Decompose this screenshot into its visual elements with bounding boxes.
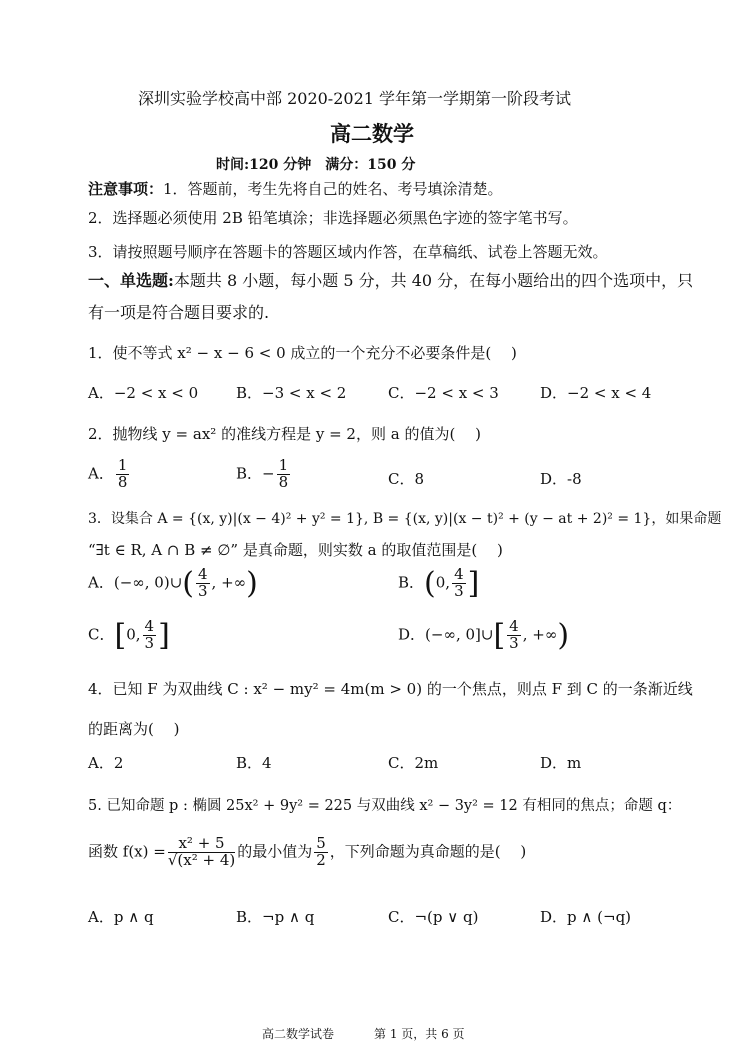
q5-function-label: 函数 f(x) =: [88, 842, 166, 861]
fraction-numerator: 4: [509, 617, 519, 636]
notes-line-1: [88, 178, 503, 199]
footer-exam-name: 高二数学试卷: [262, 1027, 335, 1041]
q3-option-c: [88, 618, 170, 653]
q3-option-b-label: B．: [398, 573, 425, 592]
q5-stem-1: 5. 已知命题 p : 椭圆 25x² + 9y² = 225 与双曲线 x² − 3y² = 12 有相同的焦点；命题 q：: [88, 798, 682, 814]
q3-option-c-fraction: [143, 619, 157, 652]
q3-option-d: [398, 618, 569, 653]
q3-stem-1: 3．设集合 A = {(x, y)|(x − 4)² + y² = 1}, B = {(x, y)|(x − t)² + (y − at + 2)² = 1}，如果命题: [88, 511, 722, 527]
q2-option-b-label: B．−: [236, 464, 275, 483]
fraction-denominator: 3: [197, 582, 208, 600]
q1-option-d: D．−2 < x < 4: [540, 384, 652, 402]
q4-option-c: C．2m: [388, 754, 439, 772]
q2-option-a-fraction: [116, 458, 130, 491]
q2-stem: 2．抛物线 y = ax² 的准线方程是 y = 2，则 a 的值为( ): [88, 425, 481, 443]
q1-option-a: A．−2 < x < 0: [88, 384, 199, 402]
q5-stem-tail: ，下列命题为真命题的是( ): [329, 842, 527, 861]
fraction-numerator: 1: [278, 456, 289, 474]
left-bracket-icon: [: [114, 618, 127, 653]
q5-option-b: B．¬p ∧ q: [236, 908, 315, 926]
section-desc-1: 本题共 8 小题，每小题 5 分，共 40 分，在每小题给出的四个选项中，只: [173, 271, 694, 290]
q3-option-d-interval-end: , +∞: [522, 625, 558, 644]
exam-time-score: 时间:120 分钟 满分：150 分: [216, 157, 416, 173]
fraction-denominator: 3: [144, 634, 155, 652]
right-paren-icon: ): [246, 566, 258, 601]
q3-option-a-fraction: [196, 567, 210, 600]
fraction-numerator: 4: [144, 617, 155, 636]
q3-option-c-label: C．: [88, 625, 115, 644]
q3-option-a-interval-start: (−∞, 0)∪: [113, 573, 183, 592]
fraction-denominator: 3: [454, 582, 464, 600]
q5-option-c: C．¬(p ∨ q): [388, 908, 479, 926]
q3-option-d-fraction: [507, 619, 521, 652]
footer-page-number: 第 1 页，共 6 页: [374, 1027, 465, 1041]
q1-option-c: C．−2 < x < 3: [388, 384, 499, 402]
fraction-numerator: x² + 5: [168, 836, 235, 853]
q4-option-d: D．m: [540, 754, 582, 772]
q1-stem: 1．使不等式 x² − x − 6 < 0 成立的一个充分不必要条件是( ): [88, 344, 517, 362]
q3-option-d-label: D．: [398, 625, 426, 644]
left-paren-icon: (: [182, 566, 194, 601]
note-3: 3．请按照题号顺序在答题卡的答题区域内作答，在草稿纸、试卷上答题无效。: [88, 243, 608, 261]
note-2: 2．选择题必须使用 2B 铅笔填涂；非选择题必须黑色字迹的签字笔书写。: [88, 209, 578, 227]
q1-option-b: B．−3 < x < 2: [236, 384, 347, 402]
fraction-denominator: 2: [316, 850, 326, 869]
q4-stem-2: 的距离为( ): [88, 720, 180, 738]
left-paren-icon: (: [424, 566, 436, 601]
q3-option-a-label: A．: [88, 573, 114, 592]
section-heading-line-1: [88, 268, 693, 291]
fraction-denominator: √(x² + 4): [167, 850, 236, 869]
q5-option-d: D．p ∧ (¬q): [540, 908, 632, 926]
q5-stem-2: [88, 836, 526, 869]
note-1: 1．答题前，考生先将自己的姓名、考号填涂清楚。: [163, 180, 503, 198]
q4-stem-1: 4．已知 F 为双曲线 C : x² − my² = 4m(m > 0) 的一个焦点，则点 F 到 C 的一条渐近线: [88, 680, 693, 698]
section-heading: 一、单选题:: [88, 271, 174, 290]
q5-function-fraction: [168, 836, 235, 869]
q5-min-label: 的最小值为: [237, 842, 313, 861]
q2-option-a: [88, 458, 131, 491]
fraction-numerator: 5: [316, 834, 326, 852]
section-desc-2: 有一项是符合题目要求的.: [88, 303, 270, 322]
fraction-numerator: 1: [117, 456, 128, 474]
fraction-numerator: 4: [454, 565, 464, 584]
q5-option-a: A．p ∧ q: [88, 908, 154, 926]
fraction-numerator: 4: [197, 565, 208, 584]
left-bracket-icon: [: [493, 618, 506, 653]
q4-option-b: B．4: [236, 754, 272, 772]
fraction-denominator: 8: [117, 472, 128, 491]
q2-option-d: D．-8: [540, 470, 582, 488]
q5-min-fraction: [314, 836, 328, 869]
q3-stem-2: “∃t ∈ R, A ∩ B ≠ ∅” 是真命题，则实数 a 的取值范围是( ): [88, 541, 503, 559]
right-bracket-icon: ]: [467, 566, 480, 601]
exam-school-title: 深圳实验学校高中部 2020-2021 学年第一学期第一阶段考试: [138, 89, 572, 108]
q3-option-a: [88, 566, 258, 601]
q3-option-b: [398, 566, 479, 601]
fraction-denominator: 8: [278, 472, 289, 491]
fraction-denominator: 3: [509, 634, 519, 652]
right-bracket-icon: ]: [158, 618, 170, 653]
q3-option-a-interval-end: , +∞: [211, 573, 247, 592]
q2-option-b: [236, 458, 292, 491]
q3-option-b-interval-start: 0,: [435, 573, 451, 592]
q4-option-a: A．2: [88, 754, 124, 772]
right-paren-icon: ): [557, 618, 570, 653]
q2-option-c: C．8: [388, 470, 425, 488]
q3-option-c-interval-start: 0,: [126, 625, 141, 644]
q3-option-b-fraction: [452, 567, 466, 600]
q3-option-d-interval-start: (−∞, 0]∪: [425, 625, 494, 644]
q2-option-b-fraction: [277, 458, 291, 491]
notes-label: 注意事项：: [88, 180, 164, 198]
q2-option-a-label: A．: [88, 464, 114, 483]
exam-subject-title: 高二数学: [330, 121, 414, 146]
